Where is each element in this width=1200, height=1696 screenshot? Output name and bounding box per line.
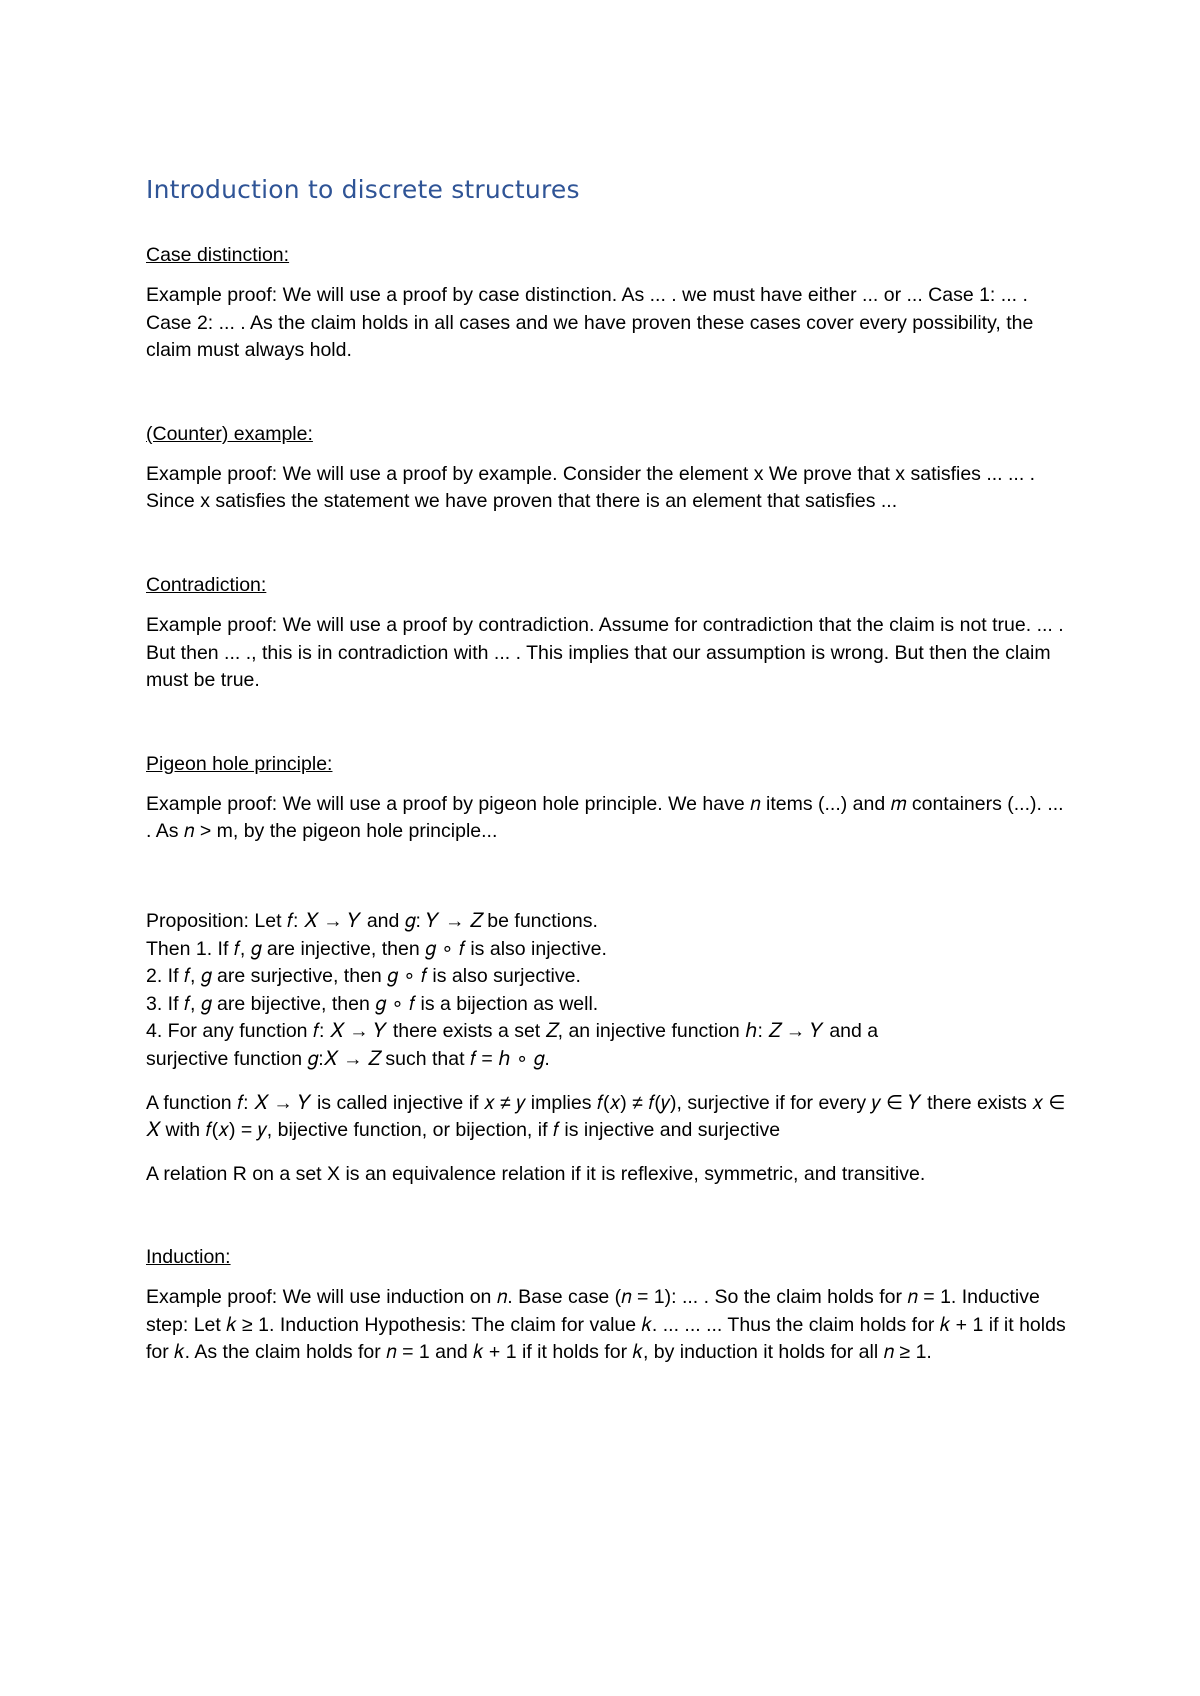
section-heading: (Counter) example: (146, 422, 313, 445)
section-counter-example (146, 421, 1066, 516)
proposition-block (146, 908, 1066, 1188)
section-case-distinction (146, 242, 1066, 365)
proposition-line: Proposition: Let 𝑓: 𝑋 → 𝑌 and 𝑔: 𝑌 → 𝑍 be functions. (146, 909, 598, 932)
proposition-line: surjective function 𝑔:𝑋 → 𝑍 such that 𝑓 = ℎ ∘ 𝑔. (146, 1047, 550, 1070)
proposition-line: Then 1. If 𝑓, 𝑔 are injective, then 𝑔 ∘ 𝑓 is also injective. (146, 937, 607, 960)
section-pigeon-hole (146, 751, 1066, 846)
section-heading: Contradiction: (146, 573, 267, 596)
relation-definition: A relation R on a set X is an equivalence relation if it is reflexive, symmetric, and transitive. (146, 1162, 926, 1185)
proposition-line: 2. If 𝑓, 𝑔 are surjective, then 𝑔 ∘ 𝑓 is also surjective. (146, 965, 581, 988)
section-heading: Induction: (146, 1246, 231, 1269)
section-contradiction (146, 572, 1066, 695)
section-body: Example proof: We will use a proof by example. Consider the element x We prove that x satisfies ... ... . Since x satisfies the statement we have proven that there is an element that satisfies ... (146, 462, 1036, 513)
function-definition: A function 𝑓: 𝑋 → 𝑌 is called injective if 𝑥 ≠ 𝑦 implies 𝑓(𝑥) ≠ 𝑓(𝑦), surjective if for every 𝑦 ∈ 𝑌 there exists 𝑥 ∈ 𝑋 with 𝑓(𝑥) = 𝑦, bijective function, or bijection, if 𝑓 is injective and surjective (146, 1091, 1066, 1142)
section-body: Example proof: We will use a proof by pigeon hole principle. We have 𝑛 items (...) and 𝑚 containers (...). ... . As 𝑛 > m, by the pigeon hole principle... (146, 792, 1064, 843)
proposition-line: 3. If 𝑓, 𝑔 are bijective, then 𝑔 ∘ 𝑓 is a bijection as well. (146, 992, 599, 1015)
section-heading: Case distinction: (146, 244, 290, 266)
document-title: Introduction to discrete structures (146, 175, 580, 204)
section-body: Example proof: We will use induction on 𝑛. Base case (𝑛 = 1): ... . So the claim holds for 𝑛 = 1. Inductive step: Let 𝑘 ≥ 1. Induction Hypothesis: The claim for value 𝑘. ... ... ... Thus the claim holds for 𝑘 + 1 if it holds for 𝑘. As the claim holds for 𝑛 = 1 and 𝑘 + 1 if it holds for 𝑘, by induction it holds for all 𝑛 ≥ 1. (146, 1286, 1066, 1364)
section-body: Example proof: We will use a proof by case distinction. As ... . we must have either ... or ... Case 1: ... . Case 2: ... . As the claim holds in all cases and we have proven these cases cover every possibility, the claim must always hold. (146, 284, 1034, 362)
proposition-line: 4. For any function 𝑓: 𝑋 → 𝑌 there exists a set 𝑍, an injective function ℎ: 𝑍 → 𝑌 and a (146, 1020, 879, 1043)
section-heading: Pigeon hole principle: (146, 752, 333, 775)
section-body: Example proof: We will use a proof by contradiction. Assume for contradiction that the claim is not true. ... . But then ... ., this is in contradiction with ... . This implies that our assumption is wrong. But then the claim must be true. (146, 613, 1064, 692)
document-page (146, 172, 1066, 1423)
section-induction (146, 1244, 1066, 1367)
